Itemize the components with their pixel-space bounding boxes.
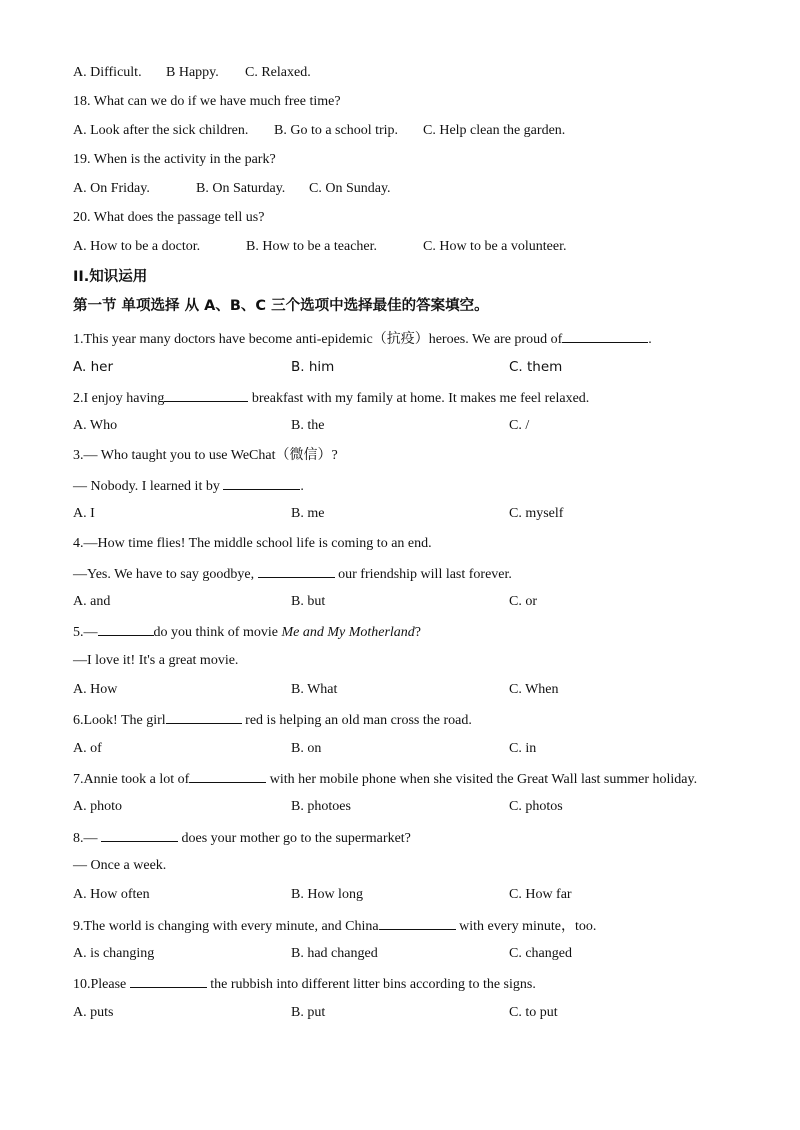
option-b: B. but <box>291 594 326 609</box>
question-text-end: . <box>648 332 652 347</box>
option-a: A. Look after the sick children. <box>73 123 249 138</box>
option-b: B. him <box>291 359 335 375</box>
question-text: 8.— <box>73 831 101 846</box>
option-a: A. Who <box>73 418 118 433</box>
option-c: C. to put <box>509 1005 558 1020</box>
option-a: A. Difficult. <box>73 65 142 80</box>
answer-blank <box>101 828 178 842</box>
option-b: B. had changed <box>291 946 378 961</box>
question-text: 7.Annie took a lot of <box>73 772 190 787</box>
question-text-end: the rubbish into different litter bins according to the signs. <box>206 977 536 992</box>
question-text-end: with every minute，too. <box>455 919 597 934</box>
question-text: 6.Look! The girl <box>73 713 166 728</box>
question-19: 19. When is the activity in the park? <box>73 152 276 167</box>
answer-blank <box>258 564 335 578</box>
option-c: C. How to be a volunteer. <box>423 239 567 254</box>
option-c: C. / <box>509 418 530 433</box>
option-c: C. myself <box>509 506 564 521</box>
question-text-end: ? <box>414 625 422 640</box>
question-10 <box>73 974 536 994</box>
option-c: C. How far <box>509 887 572 902</box>
question-1 <box>73 329 652 349</box>
answer-blank <box>379 916 456 930</box>
question-text-mid: do you think of movie <box>153 625 282 640</box>
question-text-end: does your mother go to the supermarket? <box>178 831 411 846</box>
question-text-end: . <box>300 479 304 494</box>
question-3-reply <box>73 476 304 496</box>
question-text: 1.This year many doctors have become anti-epidemic（抗疫）heroes. We are proud of <box>73 332 563 347</box>
option-b: B Happy. <box>166 65 219 80</box>
question-3: 3.— Who taught you to use WeChat（微信）? <box>73 448 338 463</box>
option-b: B. What <box>291 682 338 697</box>
option-b: B. on <box>291 741 322 756</box>
option-c: C. On Sunday. <box>309 181 391 196</box>
option-c: C. When <box>509 682 559 697</box>
question-7 <box>73 769 697 789</box>
option-c: C. changed <box>509 946 572 961</box>
question-text-end: our friendship will last forever. <box>334 567 512 582</box>
option-a: A. and <box>73 594 111 609</box>
answer-blank <box>166 710 242 724</box>
question-9 <box>73 916 596 936</box>
movie-title: Me and My Motherland <box>281 625 415 640</box>
option-c: C. them <box>509 359 563 375</box>
option-a: A. puts <box>73 1005 114 1020</box>
option-b: B. put <box>291 1005 326 1020</box>
answer-blank <box>130 974 207 988</box>
option-a: A. How often <box>73 887 150 902</box>
option-c: C. Help clean the garden. <box>423 123 566 138</box>
question-5 <box>73 622 421 642</box>
option-a: A. On Friday. <box>73 181 150 196</box>
question-8 <box>73 828 411 848</box>
option-b: B. me <box>291 506 325 521</box>
answer-blank <box>562 329 648 343</box>
option-a: A. How to be a doctor. <box>73 239 201 254</box>
option-c: C. or <box>509 594 537 609</box>
question-2 <box>73 388 589 408</box>
question-text: 10.Please <box>73 977 130 992</box>
question-4-reply <box>73 564 512 584</box>
question-5-reply: —I love it! It's a great movie. <box>73 653 239 668</box>
option-a: A. is changing <box>73 946 155 961</box>
answer-blank <box>223 476 300 490</box>
option-b: B. How long <box>291 887 363 902</box>
question-text: — Nobody. I learned it by <box>73 479 224 494</box>
answer-blank <box>164 388 248 402</box>
question-text-end: with her mobile phone when she visited the Great Wall last summer holiday. <box>266 772 698 787</box>
question-8-reply: — Once a week. <box>73 858 167 873</box>
option-b: B. the <box>291 418 325 433</box>
section-heading: II.知识运用 <box>73 269 148 285</box>
option-b: B. On Saturday. <box>196 181 286 196</box>
question-20: 20. What does the passage tell us? <box>73 210 265 225</box>
option-a: A. of <box>73 741 102 756</box>
option-a: A. How <box>73 682 118 697</box>
question-text: 9.The world is changing with every minute, and China <box>73 919 379 934</box>
option-b: B. photoes <box>291 799 351 814</box>
option-a: A. photo <box>73 799 122 814</box>
answer-blank <box>98 622 154 636</box>
question-4: 4.—How time flies! The middle school life is coming to an end. <box>73 536 432 551</box>
option-c: C. in <box>509 741 537 756</box>
option-a: A. her <box>73 359 113 375</box>
option-b: B. How to be a teacher. <box>246 239 378 254</box>
question-6 <box>73 710 472 730</box>
section-subheading: 第一节 单项选择 从 A、B、C 三个选项中选择最佳的答案填空。 <box>73 298 489 314</box>
option-b: B. Go to a school trip. <box>274 123 399 138</box>
question-text: 5.— <box>73 625 98 640</box>
option-c: C. photos <box>509 799 563 814</box>
question-text-end: red is helping an old man cross the road. <box>241 713 472 728</box>
question-text-end: breakfast with my family at home. It makes me feel relaxed. <box>248 391 590 406</box>
question-text: 2.I enjoy having <box>73 391 165 406</box>
option-c: C. Relaxed. <box>245 65 311 80</box>
question-18: 18. What can we do if we have much free time? <box>73 94 341 109</box>
answer-blank <box>189 769 266 783</box>
question-text: —Yes. We have to say goodbye, <box>73 567 258 582</box>
option-a: A. I <box>73 506 95 521</box>
